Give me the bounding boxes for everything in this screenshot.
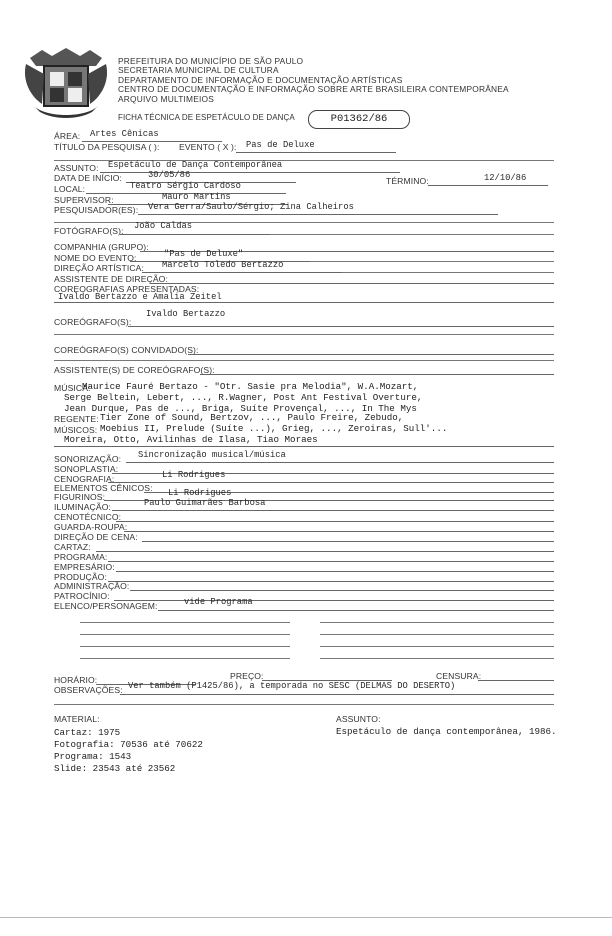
header-line-4: CENTRO DE DOCUMENTAÇÃO E INFORMAÇÃO SOBRE ARTE BRASILEIRA CONTEMPORÂNEA: [118, 84, 509, 94]
cenotecnico-label: CENOTÉCNICO:: [54, 512, 122, 522]
observacoes-value: Ver também (P1425/86), a temporada no SESC (DELMAS DO DESERTO): [128, 681, 456, 691]
assunto-value: Espetáculo de Dança Contemporânea: [108, 160, 283, 170]
musicos-label: MÚSICOS:: [54, 425, 98, 435]
regente-label: REGENTE:: [54, 414, 99, 424]
assistente-direcao-label: ASSISTENTE DE DIREÇÃO:: [54, 274, 168, 284]
material-label: MATERIAL:: [54, 714, 100, 724]
empresario-label: EMPRESÁRIO:: [54, 562, 115, 572]
supervisor-value: Mauro Martins: [162, 192, 231, 202]
patrocinio-label: PATROCÍNIO:: [54, 591, 110, 601]
termino-value: 12/10/86: [484, 173, 527, 183]
cenografia-value: Li Rodrigues: [162, 470, 226, 480]
assistente-coreografo-label: ASSISTENTE(S) DE COREÓGRAFO(S):: [54, 365, 215, 375]
nome-evento-label: NOME DO EVENTO:: [54, 253, 137, 263]
material-cartaz: Cartaz: 1975: [54, 727, 121, 738]
header-line-3: DEPARTAMENTO DE INFORMAÇÃO E DOCUMENTAÇÃO ARTÍSTICAS: [118, 75, 403, 85]
footer-assunto-value: Espetáculo de dança contemporânea, 1986.: [336, 726, 557, 737]
material-programa: Programa: 1543: [54, 751, 132, 762]
form-title: FICHA TÉCNICA DE ESPETÁCULO DE DANÇA: [118, 113, 295, 122]
nome-evento-value: "Pas de Deluxe": [164, 249, 244, 259]
musica-line-4: Tier Zone of Sound, Bertzov, ..., Paulo Freire, Zebudo,: [100, 412, 404, 423]
titulo-pesquisa-label: TÍTULO DA PESQUISA ( ):: [54, 142, 160, 152]
iluminacao-label: ILUMINAÇÃO:: [54, 502, 111, 512]
footer-assunto-label: ASSUNTO:: [336, 714, 381, 724]
administracao-label: ADMINISTRAÇÃO:: [54, 581, 130, 591]
coreografos-convidados-label: COREÓGRAFO(S) CONVIDADO(S):: [54, 345, 199, 355]
elementos-cenicos-label: ELEMENTOS CÊNICOS:: [54, 483, 153, 493]
programa-label: PROGRAMA:: [54, 552, 108, 562]
local-value: Teatro Sérgio Cardoso: [130, 181, 241, 191]
coreografos-label: COREÓGRAFO(S):: [54, 317, 132, 327]
supervisor-label: SUPERVISOR:: [54, 195, 114, 205]
cartaz-label: CARTAZ:: [54, 542, 91, 552]
area-label: ÁREA:: [54, 131, 81, 141]
coreografias-value: Ivaldo Bertazzo e Amalia Zeitel: [58, 292, 222, 302]
coreografos-value: Ivaldo Bertazzo: [146, 309, 226, 319]
sonorizacao-label: SONORIZAÇÃO:: [54, 454, 122, 464]
fotografo-value: João Caldas: [134, 221, 193, 231]
fotografo-label: FOTÓGRAFO(S):: [54, 226, 124, 236]
musica-label: MÚSICA:: [54, 383, 91, 393]
register-number-stamp: P01362/86: [308, 110, 410, 129]
direcao-artistica-value: Marcelo Toledo Bertazzo: [162, 260, 284, 270]
figurinos-label: FIGURINOS:: [54, 492, 106, 502]
preco-label: PREÇO:: [230, 671, 264, 681]
observacoes-label: OBSERVAÇÕES:: [54, 685, 123, 695]
producao-label: PRODUÇÃO:: [54, 572, 107, 582]
termino-label: TÉRMINO:: [386, 176, 429, 186]
header-line-2: SECRETARIA MUNICIPAL DE CULTURA: [118, 65, 279, 75]
evento-value: Pas de Deluxe: [246, 140, 315, 150]
direcao-artistica-label: DIREÇÃO ARTÍSTICA:: [54, 263, 144, 273]
companhia-label: COMPANHIA (GRUPO):: [54, 242, 149, 252]
pesquisador-value: Vera Gerra/Saulo/Sérgio; Zina Calheiros: [148, 202, 354, 212]
pesquisador-label: PESQUISADOR(ES):: [54, 205, 139, 215]
musica-line-5: Moebius II, Prelude (Suíte ...), Grieg, ..., Zeroiras, Sull'...: [100, 423, 448, 434]
header-line-1: PREFEITURA DO MUNICÍPIO DE SÃO PAULO: [118, 56, 304, 66]
evento-label: EVENTO ( X ):: [179, 142, 237, 152]
material-fotografia: Fotografia: 70536 até 70622: [54, 739, 203, 750]
iluminacao-value: Paulo Guimarães Barbosa: [144, 498, 266, 508]
data-inicio-value: 30/05/86: [148, 170, 191, 180]
guarda-roupa-label: GUARDA-ROUPA:: [54, 522, 128, 532]
direcao-cena-label: DIREÇÃO DE CENA:: [54, 532, 138, 542]
elenco-value: vide Programa: [184, 597, 253, 607]
local-label: LOCAL:: [54, 184, 86, 194]
area-value: Artes Cênicas: [90, 129, 159, 139]
interpretes-value: Moreira, Otto, Avilinhas de Ilasa, Tiao Moraes: [64, 434, 318, 445]
figurinos-value: Li Rodrigues: [168, 488, 232, 498]
sonorizacao-value: Sincronização musical/música: [138, 450, 286, 460]
musica-line-1: Maurice Fauré Bertazo - "Otr. Sasie pra Melodia", W.A.Mozart,: [82, 381, 419, 392]
material-slide: Slide: 23543 até 23562: [54, 763, 176, 774]
coreografias-label: COREOGRAFIAS APRESENTADAS:: [54, 284, 200, 294]
musica-line-3: Jean Durque, Pas de ..., Briga, Suíte Provençal, ..., In The Mys: [64, 403, 417, 414]
censura-label: CENSURA:: [436, 671, 482, 681]
data-inicio-label: DATA DE INÍCIO:: [54, 173, 123, 183]
header-line-5: ARQUIVO MULTIMEIOS: [118, 94, 215, 104]
elenco-label: ELENCO/PERSONAGEM:: [54, 601, 158, 611]
coat-of-arms-icon: [22, 44, 110, 122]
cenografia-label: CENOGRAFIA:: [54, 474, 115, 484]
sonoplastia-label: SONOPLASTIA:: [54, 464, 119, 474]
horario-label: HORÁRIO:: [54, 675, 98, 685]
musica-line-2: Serge Beltein, Lebert, ..., R.Wagner, Post Ant Festival Overture,: [64, 392, 423, 403]
assunto-label: ASSUNTO:: [54, 163, 99, 173]
